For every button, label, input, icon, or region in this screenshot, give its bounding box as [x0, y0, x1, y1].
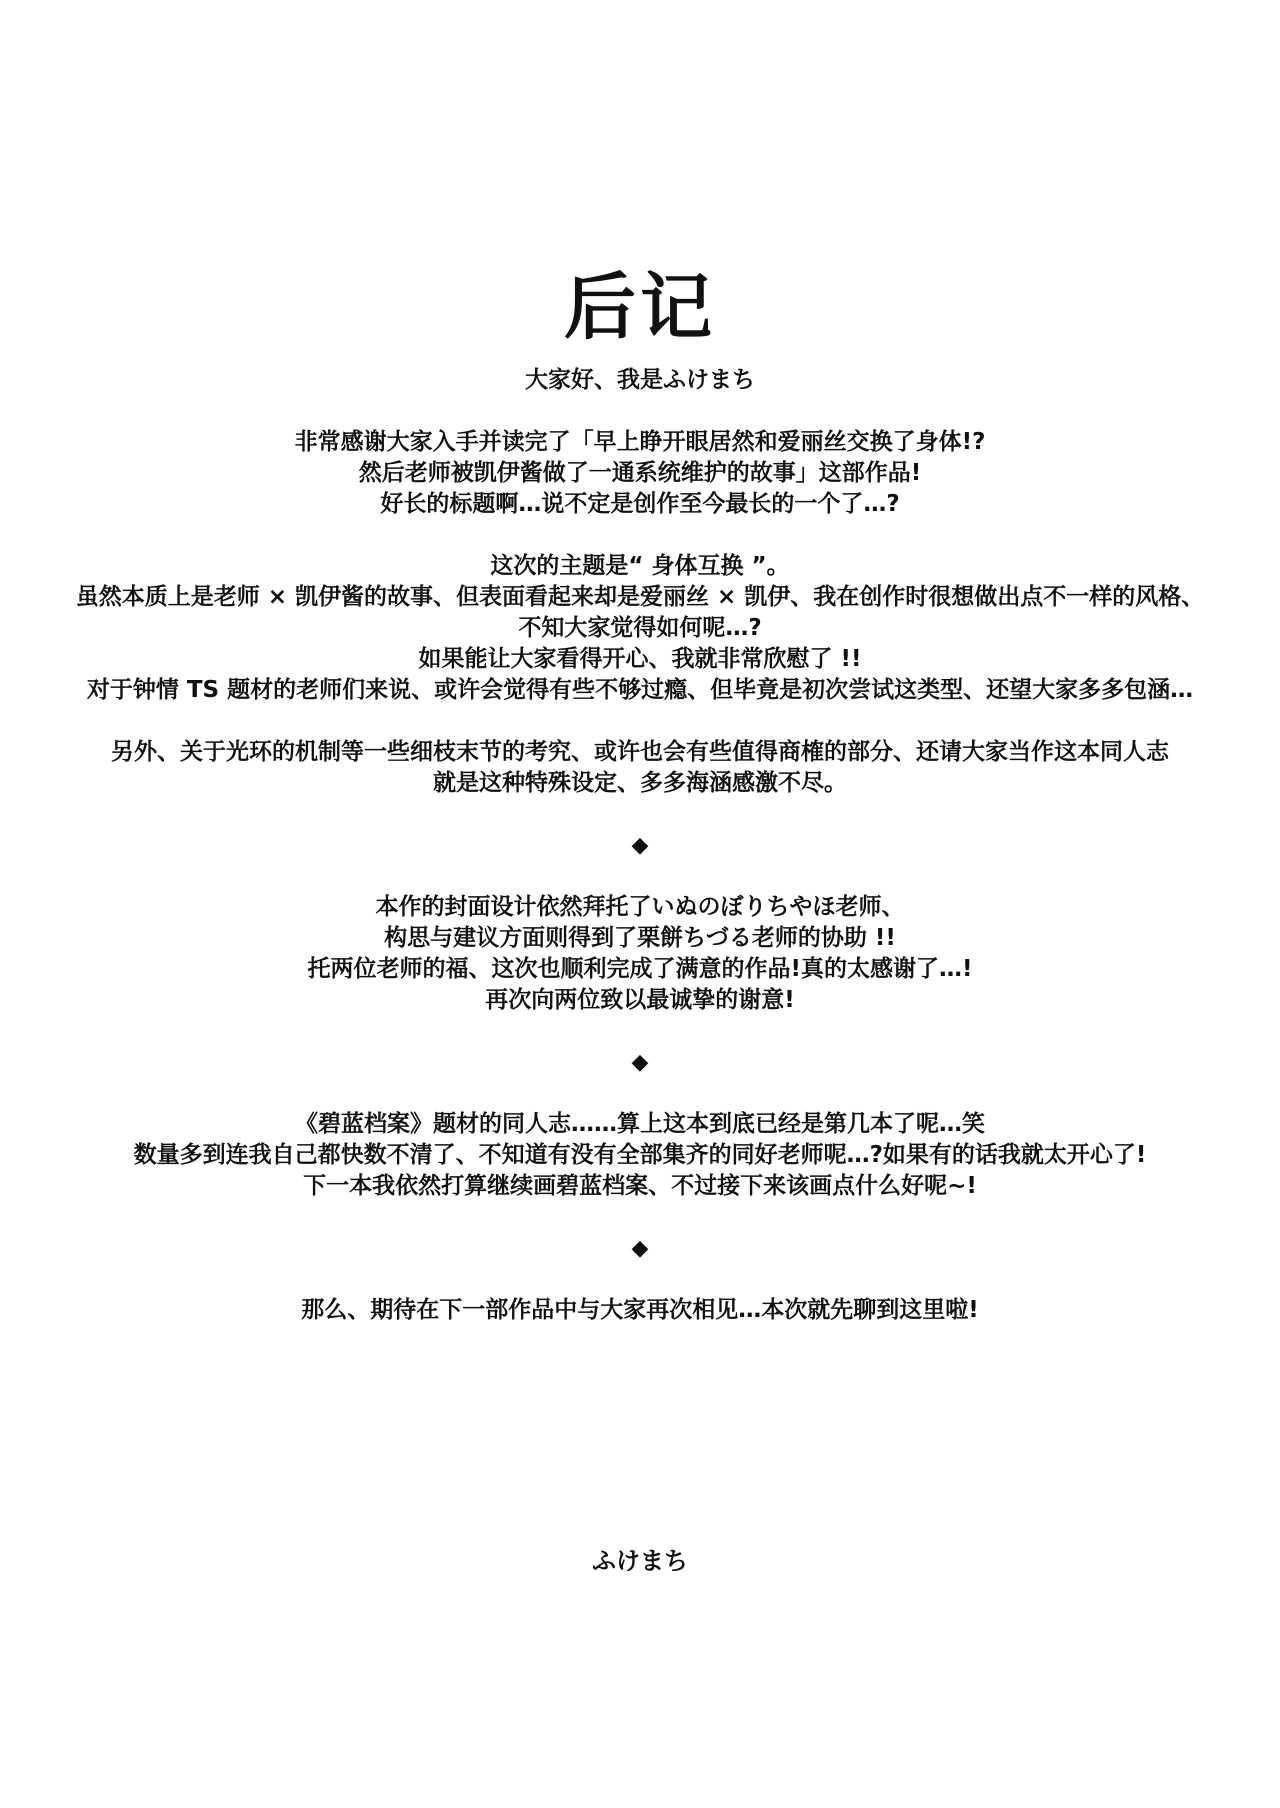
- text-line: 不知大家觉得如何呢…?: [518, 615, 762, 641]
- afterword-body: [40, 365, 1240, 1326]
- diamond-separator: ◆: [631, 1050, 649, 1075]
- text-line: 下一本我依然打算继续画碧蓝档案、不过接下来该画点什么好呢~!: [303, 1173, 977, 1199]
- paragraph-gap: [40, 1078, 1240, 1109]
- text-line: 《碧蓝档案》题材的同人志……算上这本到底已经是第几本了呢…笑: [295, 1111, 985, 1137]
- diamond-separator: ◆: [631, 1236, 649, 1261]
- text-line: 对于钟情 TS 题材的老师们来说、或许会觉得有些不够过瘾、但毕竟是初次尝试这类型、还望大家多多包涵…: [86, 677, 1194, 703]
- text-line: 然后老师被凯伊酱做了一通系统维护的故事」这部作品!: [358, 460, 922, 486]
- paragraph-gap: [40, 861, 1240, 892]
- text-line: 如果能让大家看得开心、我就非常欣慰了 !!: [418, 646, 862, 672]
- text-line: 好长的标题啊…说不定是创作至今最长的一个了…?: [380, 491, 900, 517]
- text-line: 另外、关于光环的机制等一些细枝末节的考究、或许也会有些值得商榷的部分、还请大家当作这本同人志: [111, 739, 1169, 765]
- text-line: 虽然本质上是老师 × 凯伊酱的故事、但表面看起来却是爱丽丝 × 凯伊、我在创作时很想做出点不一样的风格、: [75, 584, 1205, 610]
- paragraph-gap: [40, 396, 1240, 427]
- author-signature: ふけまち: [592, 1547, 688, 1575]
- page-title: 后记: [563, 265, 716, 349]
- text-line: 再次向两位致以最诚挚的谢意!: [485, 987, 795, 1013]
- paragraph-gap: [40, 799, 1240, 830]
- text-line: 非常感谢大家入手并读完了「早上睁开眼居然和爱丽丝交换了身体!?: [294, 429, 986, 455]
- text-line: 构思与建议方面则得到了栗餅ちづる老师的协助 !!: [384, 925, 896, 951]
- paragraph-gap: [40, 706, 1240, 737]
- text-line: 数量多到连我自己都快数不清了、不知道有没有全部集齐的同好老师呢…?如果有的话我就太开心了!: [133, 1142, 1147, 1168]
- greeting-line: 大家好、我是ふけまち: [525, 367, 755, 393]
- closing-line: 那么、期待在下一部作品中与大家再次相见…本次就先聊到这里啦!: [301, 1297, 979, 1323]
- text-line: 就是这种特殊设定、多多海涵感激不尽。: [433, 770, 847, 796]
- paragraph-gap: [40, 1202, 1240, 1233]
- text-line: 托两位老师的福、这次也顺利完成了满意的作品!真的太感谢了…!: [307, 956, 973, 982]
- paragraph-gap: [40, 1016, 1240, 1047]
- paragraph-gap: [40, 520, 1240, 551]
- text-line: 这次的主题是“ 身体互换 ”。: [490, 553, 790, 579]
- diamond-separator: ◆: [631, 833, 649, 858]
- text-line: 本作的封面设计依然拜托了いぬのぼりちやほ老师、: [375, 894, 905, 920]
- paragraph-gap: [40, 1264, 1240, 1295]
